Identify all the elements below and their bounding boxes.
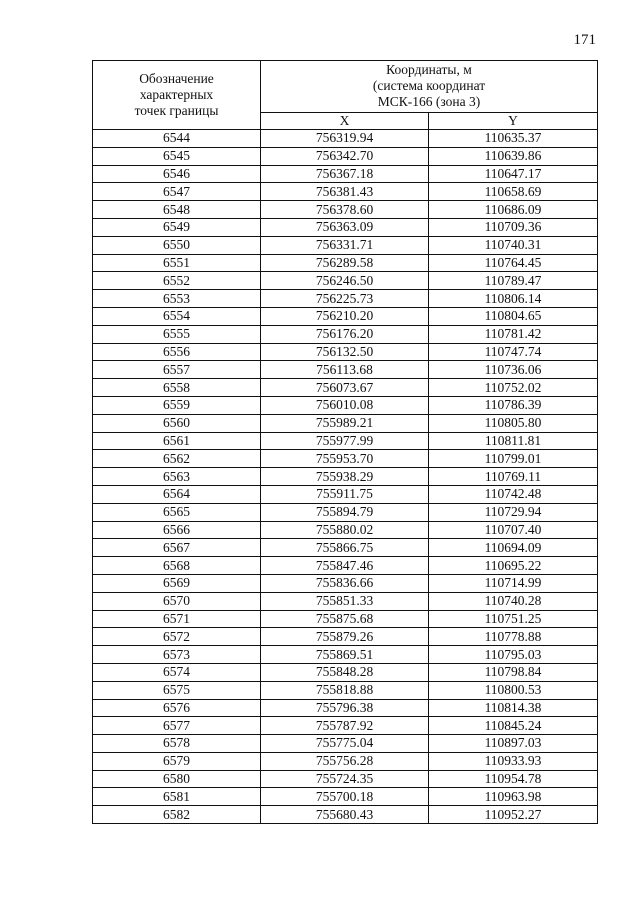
x-cell: 755724.35 bbox=[261, 770, 429, 788]
table-row bbox=[93, 557, 598, 575]
header-points bbox=[93, 61, 261, 130]
table-row bbox=[93, 201, 598, 219]
x-cell: 756246.50 bbox=[261, 272, 429, 290]
table-row bbox=[93, 432, 598, 450]
point-cell: 6552 bbox=[93, 272, 261, 290]
point-cell: 6572 bbox=[93, 628, 261, 646]
table-row bbox=[93, 343, 598, 361]
table-row bbox=[93, 254, 598, 272]
table-row bbox=[93, 290, 598, 308]
y-cell: 110845.24 bbox=[429, 717, 598, 735]
table-row bbox=[93, 450, 598, 468]
y-cell: 110751.25 bbox=[429, 610, 598, 628]
point-cell: 6549 bbox=[93, 218, 261, 236]
x-cell: 755700.18 bbox=[261, 788, 429, 806]
table-row bbox=[93, 361, 598, 379]
y-cell: 110814.38 bbox=[429, 699, 598, 717]
x-cell: 755938.29 bbox=[261, 468, 429, 486]
y-cell: 110804.65 bbox=[429, 307, 598, 325]
x-cell: 756289.58 bbox=[261, 254, 429, 272]
x-cell: 755756.28 bbox=[261, 752, 429, 770]
point-cell: 6580 bbox=[93, 770, 261, 788]
x-cell: 756225.73 bbox=[261, 290, 429, 308]
y-cell: 110635.37 bbox=[429, 130, 598, 148]
x-cell: 755894.79 bbox=[261, 503, 429, 521]
x-cell: 756378.60 bbox=[261, 201, 429, 219]
y-cell: 110799.01 bbox=[429, 450, 598, 468]
header-points-line-3: точек границы bbox=[134, 103, 219, 118]
header-coordinates-line-2: (система координат bbox=[372, 78, 486, 94]
x-cell: 755836.66 bbox=[261, 574, 429, 592]
page-number: 171 bbox=[573, 32, 596, 48]
y-cell: 110709.36 bbox=[429, 218, 598, 236]
table-row bbox=[93, 147, 598, 165]
header-y: Y bbox=[429, 112, 598, 129]
x-cell: 755787.92 bbox=[261, 717, 429, 735]
table-row bbox=[93, 610, 598, 628]
y-cell: 110694.09 bbox=[429, 539, 598, 557]
table-row bbox=[93, 307, 598, 325]
x-cell: 756073.67 bbox=[261, 379, 429, 397]
x-cell: 756132.50 bbox=[261, 343, 429, 361]
table-row bbox=[93, 379, 598, 397]
y-cell: 110742.48 bbox=[429, 485, 598, 503]
y-cell: 110729.94 bbox=[429, 503, 598, 521]
point-cell: 6582 bbox=[93, 806, 261, 824]
y-cell: 110736.06 bbox=[429, 361, 598, 379]
y-cell: 110954.78 bbox=[429, 770, 598, 788]
y-cell: 110798.84 bbox=[429, 663, 598, 681]
x-cell: 756176.20 bbox=[261, 325, 429, 343]
point-cell: 6544 bbox=[93, 130, 261, 148]
x-cell: 755875.68 bbox=[261, 610, 429, 628]
y-cell: 110686.09 bbox=[429, 201, 598, 219]
y-cell: 110806.14 bbox=[429, 290, 598, 308]
table-row bbox=[93, 468, 598, 486]
y-cell: 110740.28 bbox=[429, 592, 598, 610]
point-cell: 6548 bbox=[93, 201, 261, 219]
table-row bbox=[93, 752, 598, 770]
x-cell: 755680.43 bbox=[261, 806, 429, 824]
header-x: X bbox=[261, 112, 429, 129]
header-points-line-2: характерных bbox=[139, 87, 214, 102]
y-cell: 110933.93 bbox=[429, 752, 598, 770]
table-header bbox=[93, 61, 598, 130]
table-row bbox=[93, 130, 598, 148]
x-cell: 755869.51 bbox=[261, 646, 429, 664]
table-row bbox=[93, 485, 598, 503]
point-cell: 6567 bbox=[93, 539, 261, 557]
point-cell: 6560 bbox=[93, 414, 261, 432]
table-row bbox=[93, 646, 598, 664]
x-cell: 755911.75 bbox=[261, 485, 429, 503]
table-row bbox=[93, 396, 598, 414]
y-cell: 110647.17 bbox=[429, 165, 598, 183]
x-cell: 755989.21 bbox=[261, 414, 429, 432]
point-cell: 6558 bbox=[93, 379, 261, 397]
header-coordinates-line-3: МСК-166 (зона 3) bbox=[377, 94, 481, 110]
table-row bbox=[93, 236, 598, 254]
point-cell: 6569 bbox=[93, 574, 261, 592]
point-cell: 6566 bbox=[93, 521, 261, 539]
x-cell: 756113.68 bbox=[261, 361, 429, 379]
x-cell: 755977.99 bbox=[261, 432, 429, 450]
table-row bbox=[93, 788, 598, 806]
table-row bbox=[93, 325, 598, 343]
y-cell: 110707.40 bbox=[429, 521, 598, 539]
x-cell: 755866.75 bbox=[261, 539, 429, 557]
x-cell: 756367.18 bbox=[261, 165, 429, 183]
point-cell: 6581 bbox=[93, 788, 261, 806]
table-row bbox=[93, 699, 598, 717]
y-cell: 110786.39 bbox=[429, 396, 598, 414]
point-cell: 6555 bbox=[93, 325, 261, 343]
table-row bbox=[93, 521, 598, 539]
point-cell: 6557 bbox=[93, 361, 261, 379]
y-cell: 110897.03 bbox=[429, 735, 598, 753]
point-cell: 6579 bbox=[93, 752, 261, 770]
header-points-line-1: Обозначение bbox=[139, 71, 214, 86]
point-cell: 6573 bbox=[93, 646, 261, 664]
table-row bbox=[93, 717, 598, 735]
point-cell: 6575 bbox=[93, 681, 261, 699]
point-cell: 6577 bbox=[93, 717, 261, 735]
x-cell: 755775.04 bbox=[261, 735, 429, 753]
y-cell: 110769.11 bbox=[429, 468, 598, 486]
point-cell: 6565 bbox=[93, 503, 261, 521]
table-row bbox=[93, 681, 598, 699]
point-cell: 6578 bbox=[93, 735, 261, 753]
y-cell: 110778.88 bbox=[429, 628, 598, 646]
table-row bbox=[93, 574, 598, 592]
y-cell: 110781.42 bbox=[429, 325, 598, 343]
y-cell: 110800.53 bbox=[429, 681, 598, 699]
header-coordinates bbox=[261, 61, 598, 113]
table-row bbox=[93, 663, 598, 681]
point-cell: 6563 bbox=[93, 468, 261, 486]
x-cell: 755847.46 bbox=[261, 557, 429, 575]
y-cell: 110747.74 bbox=[429, 343, 598, 361]
point-cell: 6556 bbox=[93, 343, 261, 361]
x-cell: 755796.38 bbox=[261, 699, 429, 717]
x-cell: 755880.02 bbox=[261, 521, 429, 539]
y-cell: 110714.99 bbox=[429, 574, 598, 592]
point-cell: 6551 bbox=[93, 254, 261, 272]
point-cell: 6574 bbox=[93, 663, 261, 681]
table-row bbox=[93, 735, 598, 753]
x-cell: 755851.33 bbox=[261, 592, 429, 610]
table-row bbox=[93, 503, 598, 521]
x-cell: 756363.09 bbox=[261, 218, 429, 236]
y-cell: 110811.81 bbox=[429, 432, 598, 450]
point-cell: 6562 bbox=[93, 450, 261, 468]
x-cell: 756319.94 bbox=[261, 130, 429, 148]
y-cell: 110963.98 bbox=[429, 788, 598, 806]
x-cell: 756342.70 bbox=[261, 147, 429, 165]
point-cell: 6564 bbox=[93, 485, 261, 503]
point-cell: 6576 bbox=[93, 699, 261, 717]
point-cell: 6545 bbox=[93, 147, 261, 165]
y-cell: 110805.80 bbox=[429, 414, 598, 432]
table-row bbox=[93, 628, 598, 646]
point-cell: 6550 bbox=[93, 236, 261, 254]
table-body bbox=[93, 130, 598, 824]
y-cell: 110789.47 bbox=[429, 272, 598, 290]
y-cell: 110695.22 bbox=[429, 557, 598, 575]
y-cell: 110740.31 bbox=[429, 236, 598, 254]
y-cell: 110752.02 bbox=[429, 379, 598, 397]
table-row bbox=[93, 592, 598, 610]
x-cell: 755818.88 bbox=[261, 681, 429, 699]
x-cell: 755879.26 bbox=[261, 628, 429, 646]
x-cell: 756010.08 bbox=[261, 396, 429, 414]
table-row bbox=[93, 165, 598, 183]
x-cell: 755848.28 bbox=[261, 663, 429, 681]
point-cell: 6547 bbox=[93, 183, 261, 201]
y-cell: 110639.86 bbox=[429, 147, 598, 165]
point-cell: 6568 bbox=[93, 557, 261, 575]
y-cell: 110952.27 bbox=[429, 806, 598, 824]
point-cell: 6559 bbox=[93, 396, 261, 414]
point-cell: 6570 bbox=[93, 592, 261, 610]
table-row bbox=[93, 806, 598, 824]
table-row bbox=[93, 272, 598, 290]
point-cell: 6554 bbox=[93, 307, 261, 325]
x-cell: 756381.43 bbox=[261, 183, 429, 201]
point-cell: 6546 bbox=[93, 165, 261, 183]
x-cell: 756331.71 bbox=[261, 236, 429, 254]
table-row bbox=[93, 414, 598, 432]
y-cell: 110795.03 bbox=[429, 646, 598, 664]
table-row bbox=[93, 770, 598, 788]
point-cell: 6553 bbox=[93, 290, 261, 308]
x-cell: 756210.20 bbox=[261, 307, 429, 325]
table-row bbox=[93, 183, 598, 201]
point-cell: 6571 bbox=[93, 610, 261, 628]
table-row bbox=[93, 218, 598, 236]
y-cell: 110764.45 bbox=[429, 254, 598, 272]
table-row bbox=[93, 539, 598, 557]
coordinates-table bbox=[92, 60, 598, 824]
y-cell: 110658.69 bbox=[429, 183, 598, 201]
header-coordinates-line-1: Координаты, м bbox=[386, 62, 472, 78]
x-cell: 755953.70 bbox=[261, 450, 429, 468]
point-cell: 6561 bbox=[93, 432, 261, 450]
